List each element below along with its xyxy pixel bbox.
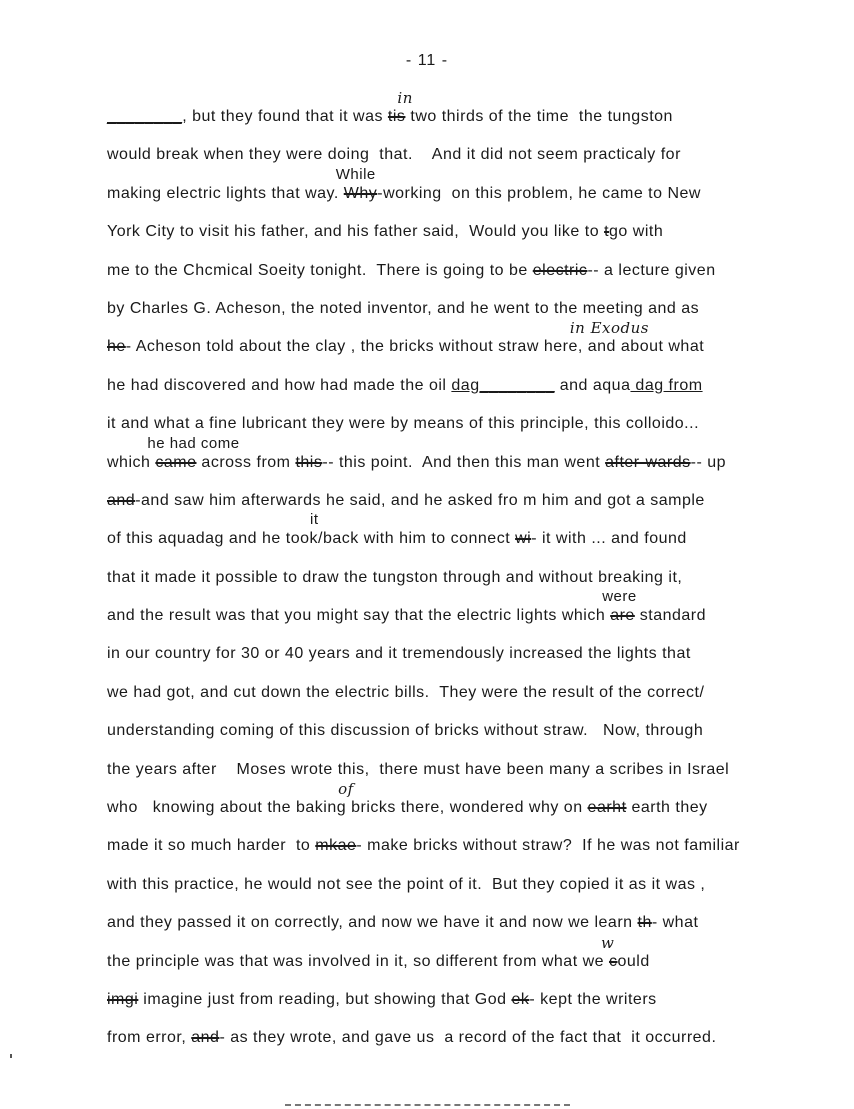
struck-text: Why bbox=[343, 184, 378, 202]
text-segment: -- up bbox=[690, 453, 727, 471]
text-line bbox=[107, 165, 847, 203]
text-segment: by Charles G. Acheson, the noted inventor, and he went to the meeting and as bbox=[107, 299, 700, 317]
text-segment: across from bbox=[196, 453, 296, 471]
text-segment: /back with him to connect bbox=[318, 530, 516, 548]
text-line bbox=[107, 645, 847, 663]
text-segment: he had discovered and how had made the oil bbox=[107, 376, 452, 394]
text-line bbox=[107, 684, 847, 702]
text-segment: go with bbox=[609, 223, 664, 241]
text-line bbox=[107, 89, 847, 126]
text-segment: and the result was that you might say that the electric lights which bbox=[107, 607, 611, 625]
text-line bbox=[107, 377, 847, 395]
text-segment: and aqua bbox=[554, 376, 631, 394]
text-line bbox=[107, 588, 847, 625]
text-line bbox=[107, 876, 847, 894]
insertion-text: were bbox=[602, 588, 637, 606]
text-segment: ould bbox=[617, 952, 650, 970]
typed-text-body bbox=[107, 89, 847, 1068]
text-segment: and they passed it on correctly, and now we have it and now we learn bbox=[107, 914, 638, 932]
text-segment: with this practice, he would not see the point of it. But they copied it as it was , bbox=[107, 875, 706, 893]
struck-text: and bbox=[107, 491, 136, 509]
text-line bbox=[107, 511, 847, 548]
text-segment: - it with ... and found bbox=[531, 530, 687, 548]
text-line bbox=[107, 415, 847, 433]
page-number: - 11 - bbox=[405, 52, 449, 69]
text-segment: made it so much harder to bbox=[107, 837, 316, 855]
text-segment: we had got, and cut down the electric bills. They were the result of the correct/ bbox=[107, 683, 705, 701]
insertion-text: of bbox=[338, 780, 354, 799]
struck-text: tis bbox=[387, 108, 406, 125]
text-segment: imagine just from reading, but showing that God bbox=[138, 990, 512, 1008]
struck-text: th bbox=[637, 914, 652, 932]
struck-text: electric bbox=[532, 261, 588, 279]
insertion-text: in bbox=[397, 89, 413, 107]
text-segment: -working on this problem, he came to New bbox=[377, 184, 701, 202]
struck-text: earht bbox=[587, 799, 627, 817]
text-line bbox=[107, 722, 847, 740]
text-line bbox=[107, 569, 847, 587]
text-segment: , but they found that it was bbox=[182, 108, 388, 125]
struck-text: are bbox=[610, 607, 635, 625]
text-line bbox=[107, 262, 847, 280]
margin-mark bbox=[10, 1054, 12, 1058]
struck-text: mkae bbox=[315, 837, 357, 855]
text-line bbox=[107, 991, 847, 1009]
struck-text: after-wards bbox=[605, 453, 691, 471]
struck-text: t bbox=[604, 223, 610, 241]
text-segment: - Acheson told about the clay , the bricks without straw here bbox=[125, 338, 578, 356]
text-segment: , and about what bbox=[577, 338, 705, 356]
insertion-text: While bbox=[335, 165, 376, 183]
text-line bbox=[107, 319, 847, 356]
text-line bbox=[107, 914, 847, 932]
text-segment: - make bricks without straw? If he was not familiar bbox=[356, 837, 740, 855]
text-segment: -- this point. And then this man went bbox=[322, 453, 606, 471]
struck-text: and bbox=[191, 1029, 220, 1047]
text-line bbox=[107, 434, 847, 472]
text-segment: -and saw him afterwards he said, and he asked fro m him and got a sample bbox=[135, 491, 705, 509]
text-segment: of this aquadag and he took bbox=[107, 530, 318, 548]
text-line bbox=[107, 492, 847, 510]
text-segment: from error, bbox=[107, 1029, 192, 1047]
text-segment: standard bbox=[634, 607, 707, 625]
text-segment: it and what a fine lubricant they were by means of this principle, this colloido... bbox=[107, 415, 700, 433]
struck-text: c bbox=[608, 952, 618, 970]
text-segment: bricks there, wondered why on bbox=[346, 799, 588, 817]
insertion-text: w bbox=[600, 933, 615, 952]
text-line bbox=[107, 300, 847, 318]
struck-text: this bbox=[295, 453, 323, 471]
text-segment: the years after Moses wrote this, there must have been many a scribes in Israel bbox=[107, 760, 730, 778]
text-line bbox=[107, 780, 847, 817]
text-segment: two thirds of the time the tungston bbox=[405, 108, 673, 125]
footer-rule bbox=[285, 1104, 570, 1106]
text-segment: -- a lecture given bbox=[587, 261, 716, 279]
text-segment: the principle was that was involved in it, so different from what we bbox=[107, 952, 609, 970]
struck-text: ek bbox=[511, 990, 530, 1008]
text-segment: which bbox=[107, 453, 156, 471]
underlined-text: dag________ bbox=[451, 376, 555, 394]
text-line bbox=[107, 761, 847, 779]
text-segment: understanding coming of this discussion of bricks without straw. Now, through bbox=[107, 722, 704, 740]
text-segment: York City to visit his father, and his father said, Would you like to bbox=[107, 223, 605, 241]
text-segment: earth they bbox=[626, 799, 708, 817]
text-line bbox=[107, 223, 847, 241]
text-line bbox=[107, 933, 847, 971]
text-segment: me to the Chcmical Soeity tonight. There is going to be bbox=[107, 261, 533, 279]
struck-text: wi bbox=[515, 530, 532, 548]
text-segment: making electric lights that way. bbox=[107, 184, 344, 202]
text-line bbox=[107, 837, 847, 855]
underlined-text: ________ bbox=[107, 108, 183, 125]
underlined-text: dag from bbox=[630, 376, 703, 394]
struck-text: he bbox=[107, 338, 126, 356]
text-segment: - what bbox=[651, 914, 699, 932]
text-segment: - as they wrote, and gave us a record of the fact that it occurred. bbox=[219, 1029, 717, 1047]
text-line bbox=[107, 1029, 847, 1047]
text-segment: would break when they were doing that. And it did not seem practicaly for bbox=[107, 146, 681, 164]
text-line bbox=[107, 146, 847, 164]
text-segment: that it made it possible to draw the tungston through and without breaking it, bbox=[107, 568, 683, 586]
text-segment: who knowing about the baking bbox=[107, 799, 347, 817]
insertion-text: in Exodus bbox=[569, 319, 649, 338]
insertion-text: he had come bbox=[147, 434, 240, 452]
text-segment: in our country for 30 or 40 years and it tremendously increased the lights that bbox=[107, 645, 691, 663]
text-segment: - kept the writers bbox=[529, 990, 657, 1008]
insertion-text: it bbox=[310, 511, 319, 529]
struck-text: came bbox=[155, 453, 197, 471]
struck-text: imgi bbox=[107, 990, 139, 1008]
